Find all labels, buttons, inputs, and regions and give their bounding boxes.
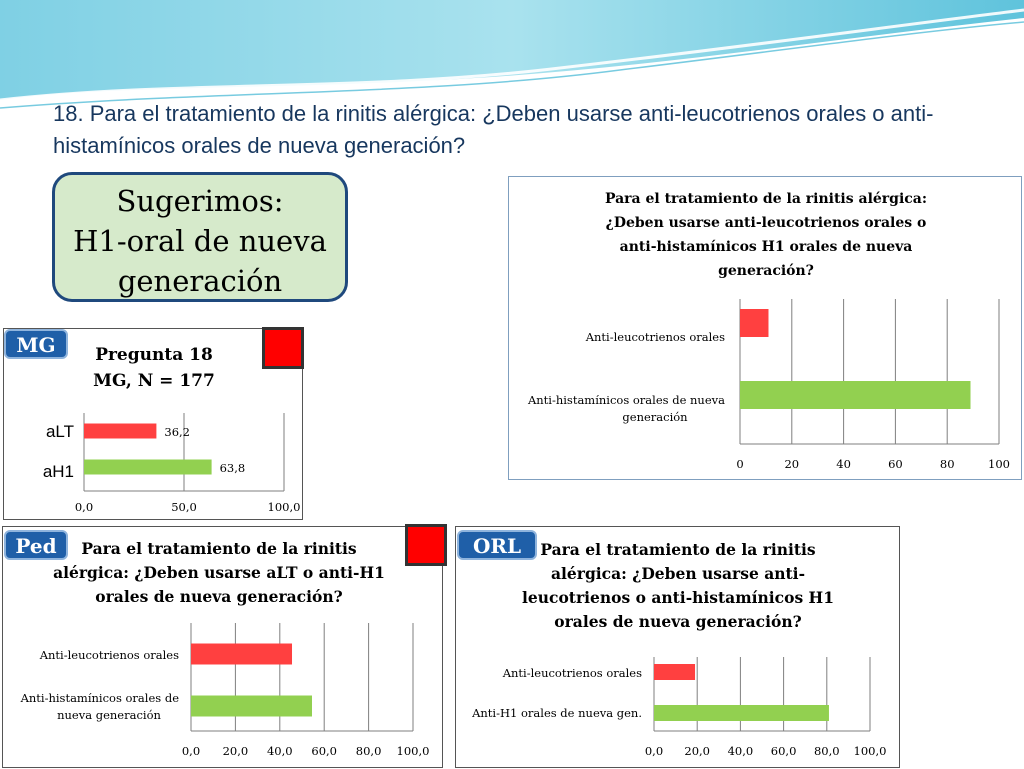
x-tick-label: 100,0 [853, 744, 887, 758]
bar [654, 664, 695, 680]
x-tick-label: 0 [736, 457, 744, 471]
chart-title-line: ¿Deben usarse anti-leucotrienos orales o [605, 215, 927, 231]
red-marker-mg [262, 327, 304, 369]
chart-panel-ped [2, 526, 443, 768]
suggestion-line-2: H1-oral de nueva [73, 224, 327, 258]
chart-title-line: leucotrienos o anti-histamínicos H1 [522, 588, 834, 607]
x-tick-label: 0,0 [181, 744, 201, 758]
x-tick-label: 100,0 [396, 744, 430, 758]
chart-title-line: anti-histamínicos H1 orales de nueva [619, 239, 913, 255]
bar [191, 696, 312, 717]
slide-question: 18. Para el tratamiento de la rinitis alérgica: ¿Deben usarse anti-leucotrienos orales o anti-histamínicos orales de nueva generación? [53, 101, 934, 158]
chart-title-line: Para el tratamiento de la rinitis [81, 539, 357, 558]
category-label: aH1 [42, 462, 74, 481]
chart-title-line: alérgica: ¿Deben usarse anti- [550, 564, 806, 583]
category-label: Anti-histamínicos orales de [20, 691, 179, 705]
bar [740, 381, 971, 409]
chart-title-line: Pregunta 18 [95, 345, 213, 365]
chart-title-line: alérgica: ¿Deben usarse aLT o anti-H1 [53, 563, 385, 582]
chart-general [509, 177, 1023, 481]
category-label: Anti-leucotrienos orales [585, 330, 725, 344]
tag-mg: MG [4, 329, 68, 359]
x-tick-label: 60 [888, 457, 903, 471]
category-label: generación [622, 410, 688, 424]
suggestion-box [52, 172, 348, 302]
bar [84, 424, 156, 439]
x-tick-label: 100 [988, 457, 1010, 471]
category-label: aLT [45, 422, 74, 441]
data-label: 36,2 [164, 425, 191, 439]
chart-title-line: generación? [718, 263, 814, 279]
x-tick-label: 40,0 [727, 744, 754, 758]
x-tick-label: 60,0 [311, 744, 338, 758]
data-label: 63,8 [219, 461, 246, 475]
x-tick-label: 0,0 [74, 500, 94, 514]
chart-title-line: Para el tratamiento de la rinitis [540, 540, 816, 559]
category-label: Anti-leucotrienos orales [502, 666, 642, 680]
x-tick-label: 100,0 [267, 500, 301, 514]
x-tick-label: 20,0 [222, 744, 249, 758]
chart-title-line: orales de nueva generación? [95, 587, 343, 606]
bar [654, 705, 829, 721]
x-tick-label: 80,0 [813, 744, 840, 758]
suggestion-line-1: Sugerimos: [116, 184, 284, 218]
x-tick-label: 60,0 [770, 744, 797, 758]
chart-title-line: MG, N = 177 [93, 371, 215, 391]
tag-ped: Ped [4, 530, 68, 560]
red-marker-ped [405, 524, 447, 566]
chart-panel-general [508, 176, 1022, 480]
suggestion-line-3: generación [117, 264, 283, 298]
x-tick-label: 20 [784, 457, 800, 471]
chart-title-line: Para el tratamiento de la rinitis alérgica: [604, 191, 928, 207]
category-label: Anti-leucotrienos orales [39, 648, 179, 662]
x-tick-label: 0,0 [644, 744, 664, 758]
x-tick-label: 80,0 [355, 744, 382, 758]
category-label: Anti-H1 orales de nueva gen. [472, 706, 642, 720]
category-label: Anti-histamínicos orales de nueva [527, 393, 725, 407]
chart-title-line: orales de nueva generación? [554, 612, 802, 631]
chart-ped [3, 527, 444, 769]
x-tick-label: 80 [939, 457, 955, 471]
chart-orl [456, 527, 901, 769]
chart-panel-orl [455, 526, 900, 768]
tag-orl: ORL [457, 530, 537, 560]
x-tick-label: 20,0 [684, 744, 711, 758]
x-tick-label: 40 [836, 457, 851, 471]
x-tick-label: 50,0 [171, 500, 197, 514]
bar [191, 644, 292, 665]
x-tick-label: 40,0 [266, 744, 293, 758]
bar [740, 309, 768, 337]
category-label: nueva generación [57, 708, 161, 722]
bar [84, 460, 212, 475]
